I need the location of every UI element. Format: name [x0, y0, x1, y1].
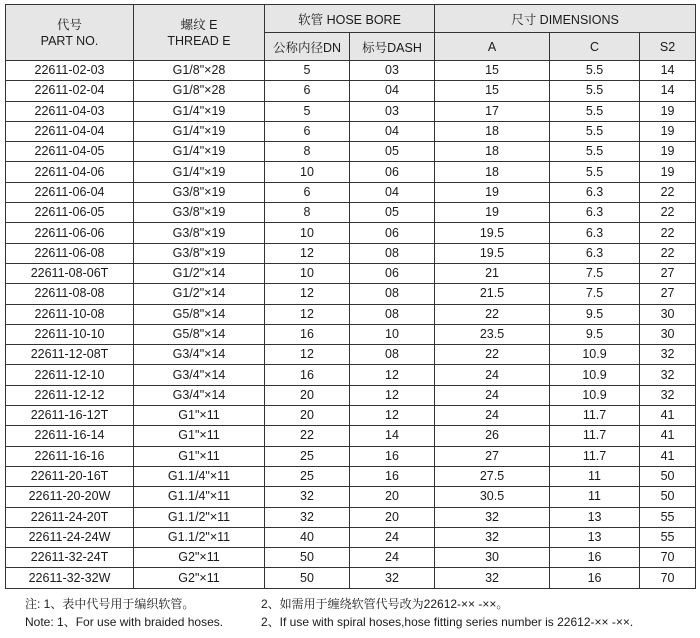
thread-header	[134, 5, 265, 61]
thread-cell: G1.1/2"×11	[134, 507, 265, 527]
table-row	[6, 243, 696, 263]
table-row	[6, 345, 696, 365]
part-number-header-cn: 代号	[56, 17, 82, 32]
dash-cell: 08	[350, 345, 435, 365]
part-number-cell: 22611-04-04	[6, 121, 134, 141]
table-row	[6, 223, 696, 243]
thread-cell: G1.1/4"×11	[134, 487, 265, 507]
dim-s2-cell: 41	[640, 406, 696, 426]
part-number-cell: 22611-16-16	[6, 446, 134, 466]
part-number-cell: 22611-06-05	[6, 203, 134, 223]
dn-cell: 5	[265, 61, 350, 81]
dim-c-cell: 10.9	[550, 385, 640, 405]
dim-s2-cell: 19	[640, 101, 696, 121]
dim-s2-cell: 22	[640, 223, 696, 243]
dim-a-cell: 27	[435, 446, 550, 466]
part-number-cell: 22611-06-04	[6, 182, 134, 202]
dim-c-cell: 13	[550, 527, 640, 547]
table-row	[6, 548, 696, 568]
part-number-cell: 22611-16-12T	[6, 406, 134, 426]
table-row	[6, 162, 696, 182]
dn-cell: 16	[265, 365, 350, 385]
dn-cell: 50	[265, 568, 350, 588]
dim-s2-cell: 50	[640, 487, 696, 507]
table-row	[6, 406, 696, 426]
dim-s2-cell: 41	[640, 446, 696, 466]
table-row	[6, 203, 696, 223]
part-number-cell: 22611-02-04	[6, 81, 134, 101]
thread-cell: G1/4"×19	[134, 121, 265, 141]
dim-s2-cell: 70	[640, 568, 696, 588]
table-row	[6, 182, 696, 202]
dim-s2-cell: 32	[640, 345, 696, 365]
dn-cell: 10	[265, 223, 350, 243]
dim-c-header: C	[550, 33, 640, 61]
dim-a-cell: 32	[435, 568, 550, 588]
table-header	[6, 5, 696, 61]
dim-a-cell: 18	[435, 121, 550, 141]
dash-cell: 04	[350, 121, 435, 141]
dash-cell: 05	[350, 142, 435, 162]
part-number-cell: 22611-04-03	[6, 101, 134, 121]
dim-c-cell: 13	[550, 507, 640, 527]
dim-s2-cell: 22	[640, 203, 696, 223]
dash-cell: 20	[350, 507, 435, 527]
dim-s2-cell: 14	[640, 61, 696, 81]
dash-cell: 03	[350, 101, 435, 121]
table-body	[6, 61, 696, 589]
dn-cell: 8	[265, 203, 350, 223]
dn-cell: 32	[265, 507, 350, 527]
dn-cell: 25	[265, 446, 350, 466]
dash-cell: 12	[350, 365, 435, 385]
dim-s2-cell: 50	[640, 466, 696, 486]
dn-cell: 32	[265, 487, 350, 507]
dim-a-cell: 24	[435, 385, 550, 405]
part-number-cell: 22611-32-24T	[6, 548, 134, 568]
dim-a-cell: 15	[435, 81, 550, 101]
dim-a-cell: 30.5	[435, 487, 550, 507]
dim-a-cell: 19.5	[435, 243, 550, 263]
table-row	[6, 81, 696, 101]
hose-bore-header: 软管 HOSE BORE	[265, 5, 435, 33]
part-number-cell: 22611-20-16T	[6, 466, 134, 486]
dim-c-cell: 11.7	[550, 446, 640, 466]
dim-a-cell: 23.5	[435, 324, 550, 344]
dim-c-cell: 6.3	[550, 223, 640, 243]
dash-cell: 06	[350, 162, 435, 182]
dn-cell: 16	[265, 324, 350, 344]
thread-cell: G2"×11	[134, 568, 265, 588]
table-row	[6, 466, 696, 486]
dash-cell: 20	[350, 487, 435, 507]
dim-c-cell: 5.5	[550, 81, 640, 101]
note-en-left: Note: 1、For use with braided hoses.	[25, 615, 224, 629]
dim-a-cell: 19	[435, 203, 550, 223]
table-row	[6, 101, 696, 121]
part-number-cell: 22611-12-10	[6, 365, 134, 385]
dim-s2-cell: 22	[640, 182, 696, 202]
table-row	[6, 487, 696, 507]
part-number-cell: 22611-10-10	[6, 324, 134, 344]
dn-cell: 6	[265, 81, 350, 101]
dn-cell: 25	[265, 466, 350, 486]
dim-c-cell: 9.5	[550, 324, 640, 344]
dim-c-cell: 6.3	[550, 243, 640, 263]
dim-a-cell: 19	[435, 182, 550, 202]
dim-c-cell: 6.3	[550, 182, 640, 202]
dn-header: 公称内径DN	[265, 33, 350, 61]
dn-cell: 50	[265, 548, 350, 568]
part-number-cell: 22611-20-20W	[6, 487, 134, 507]
dim-a-cell: 18	[435, 162, 550, 182]
note-en-right: 2、If use with spiral hoses,hose fitting series number is 22612-×× -××.	[261, 615, 634, 629]
part-number-cell: 22611-24-24W	[6, 527, 134, 547]
part-number-cell: 22611-04-06	[6, 162, 134, 182]
dash-cell: 16	[350, 446, 435, 466]
thread-cell: G2"×11	[134, 548, 265, 568]
dash-cell: 06	[350, 263, 435, 283]
dim-s2-cell: 30	[640, 324, 696, 344]
spec-sheet	[5, 4, 695, 589]
dim-s2-cell: 70	[640, 548, 696, 568]
dim-c-cell: 10.9	[550, 345, 640, 365]
thread-cell: G1.1/2"×11	[134, 527, 265, 547]
dn-cell: 6	[265, 121, 350, 141]
dim-c-cell: 7.5	[550, 263, 640, 283]
part-number-cell: 22611-06-08	[6, 243, 134, 263]
dim-c-cell: 6.3	[550, 203, 640, 223]
dash-cell: 24	[350, 527, 435, 547]
dim-s2-cell: 32	[640, 385, 696, 405]
dim-s2-cell: 55	[640, 507, 696, 527]
dash-cell: 12	[350, 406, 435, 426]
thread-cell: G1/4"×19	[134, 142, 265, 162]
dash-cell: 10	[350, 324, 435, 344]
table-row	[6, 142, 696, 162]
dim-a-cell: 30	[435, 548, 550, 568]
dn-cell: 10	[265, 263, 350, 283]
table-row	[6, 385, 696, 405]
dash-cell: 16	[350, 466, 435, 486]
dimensions-header: 尺寸 DIMENSIONS	[435, 5, 696, 33]
dash-cell: 08	[350, 304, 435, 324]
dim-c-cell: 5.5	[550, 61, 640, 81]
dim-a-cell: 19.5	[435, 223, 550, 243]
dash-cell: 04	[350, 81, 435, 101]
thread-cell: G1/2"×14	[134, 284, 265, 304]
dim-c-cell: 9.5	[550, 304, 640, 324]
thread-cell: G3/8"×19	[134, 203, 265, 223]
part-number-header	[6, 5, 134, 61]
dn-cell: 12	[265, 345, 350, 365]
dn-cell: 5	[265, 101, 350, 121]
thread-cell: G5/8"×14	[134, 304, 265, 324]
part-number-cell: 22611-06-06	[6, 223, 134, 243]
dash-cell: 04	[350, 182, 435, 202]
table-row	[6, 121, 696, 141]
dim-c-cell: 11.7	[550, 426, 640, 446]
dim-a-cell: 15	[435, 61, 550, 81]
thread-cell: G1"×11	[134, 446, 265, 466]
dim-a-cell: 27.5	[435, 466, 550, 486]
dim-a-cell: 21	[435, 263, 550, 283]
dim-s2-cell: 41	[640, 426, 696, 446]
dash-header: 标号DASH	[350, 33, 435, 61]
table-row	[6, 365, 696, 385]
table-row	[6, 527, 696, 547]
thread-cell: G3/4"×14	[134, 345, 265, 365]
dim-c-cell: 10.9	[550, 365, 640, 385]
thread-cell: G5/8"×14	[134, 324, 265, 344]
dim-a-cell: 32	[435, 507, 550, 527]
part-number-cell: 22611-04-05	[6, 142, 134, 162]
thread-header-cn: 螺纹 E	[180, 17, 218, 32]
dim-a-cell: 32	[435, 527, 550, 547]
thread-cell: G1/8"×28	[134, 61, 265, 81]
thread-cell: G3/4"×14	[134, 385, 265, 405]
part-number-cell: 22611-32-32W	[6, 568, 134, 588]
dim-s2-cell: 30	[640, 304, 696, 324]
part-number-cell: 22611-16-14	[6, 426, 134, 446]
dn-cell: 8	[265, 142, 350, 162]
dim-a-cell: 24	[435, 406, 550, 426]
thread-cell: G3/8"×19	[134, 223, 265, 243]
fitting-spec-table	[5, 4, 696, 589]
dn-cell: 20	[265, 385, 350, 405]
dash-cell: 24	[350, 548, 435, 568]
dn-cell: 12	[265, 243, 350, 263]
dim-c-cell: 16	[550, 548, 640, 568]
dim-s2-cell: 19	[640, 121, 696, 141]
thread-cell: G1.1/4"×11	[134, 466, 265, 486]
dim-s2-cell: 27	[640, 284, 696, 304]
thread-cell: G1/4"×19	[134, 101, 265, 121]
dim-s2-cell: 19	[640, 142, 696, 162]
dim-c-cell: 16	[550, 568, 640, 588]
part-number-cell: 22611-10-08	[6, 304, 134, 324]
table-row	[6, 568, 696, 588]
part-number-cell: 22611-24-20T	[6, 507, 134, 527]
part-number-header-en: PART NO.	[40, 33, 99, 48]
dn-cell: 12	[265, 284, 350, 304]
dash-cell: 08	[350, 243, 435, 263]
dn-cell: 6	[265, 182, 350, 202]
note-cn-left: 注: 1、表中代号用于编织软管。	[25, 597, 195, 611]
note-cn-right: 2、如需用于缠绕软管代号改为22612-×× -××。	[261, 597, 509, 611]
table-row	[6, 284, 696, 304]
dim-a-cell: 24	[435, 365, 550, 385]
dash-cell: 32	[350, 568, 435, 588]
table-row	[6, 324, 696, 344]
thread-cell: G1/2"×14	[134, 263, 265, 283]
dash-cell: 12	[350, 385, 435, 405]
dim-c-cell: 7.5	[550, 284, 640, 304]
dim-a-cell: 17	[435, 101, 550, 121]
part-number-cell: 22611-12-12	[6, 385, 134, 405]
dash-cell: 14	[350, 426, 435, 446]
thread-cell: G1"×11	[134, 426, 265, 446]
dim-s2-cell: 14	[640, 81, 696, 101]
thread-cell: G1/4"×19	[134, 162, 265, 182]
dash-cell: 06	[350, 223, 435, 243]
dim-s2-cell: 22	[640, 243, 696, 263]
thread-cell: G1"×11	[134, 406, 265, 426]
dn-cell: 40	[265, 527, 350, 547]
table-row	[6, 507, 696, 527]
dash-cell: 05	[350, 203, 435, 223]
thread-header-en: THREAD E	[167, 33, 231, 48]
thread-cell: G1/8"×28	[134, 81, 265, 101]
dim-c-cell: 5.5	[550, 162, 640, 182]
table-row	[6, 446, 696, 466]
dim-a-cell: 18	[435, 142, 550, 162]
dim-c-cell: 5.5	[550, 101, 640, 121]
part-number-cell: 22611-02-03	[6, 61, 134, 81]
part-number-cell: 22611-12-08T	[6, 345, 134, 365]
table-row	[6, 61, 696, 81]
dn-cell: 10	[265, 162, 350, 182]
thread-cell: G3/4"×14	[134, 365, 265, 385]
dim-s2-cell: 27	[640, 263, 696, 283]
dim-c-cell: 5.5	[550, 121, 640, 141]
dim-s2-cell: 32	[640, 365, 696, 385]
dim-c-cell: 11	[550, 487, 640, 507]
dn-cell: 20	[265, 406, 350, 426]
dim-a-cell: 26	[435, 426, 550, 446]
thread-cell: G3/8"×19	[134, 243, 265, 263]
dn-cell: 12	[265, 304, 350, 324]
dn-cell: 22	[265, 426, 350, 446]
dim-c-cell: 11	[550, 466, 640, 486]
dim-a-cell: 21.5	[435, 284, 550, 304]
part-number-cell: 22611-08-06T	[6, 263, 134, 283]
table-row	[6, 263, 696, 283]
dim-a-cell: 22	[435, 345, 550, 365]
dash-cell: 03	[350, 61, 435, 81]
dim-s2-header: S2	[640, 33, 696, 61]
part-number-cell: 22611-08-08	[6, 284, 134, 304]
thread-cell: G3/8"×19	[134, 182, 265, 202]
dim-a-header: A	[435, 33, 550, 61]
dash-cell: 08	[350, 284, 435, 304]
dim-a-cell: 22	[435, 304, 550, 324]
dim-c-cell: 5.5	[550, 142, 640, 162]
table-row	[6, 426, 696, 446]
dim-s2-cell: 55	[640, 527, 696, 547]
table-row	[6, 304, 696, 324]
dim-s2-cell: 19	[640, 162, 696, 182]
dim-c-cell: 11.7	[550, 406, 640, 426]
